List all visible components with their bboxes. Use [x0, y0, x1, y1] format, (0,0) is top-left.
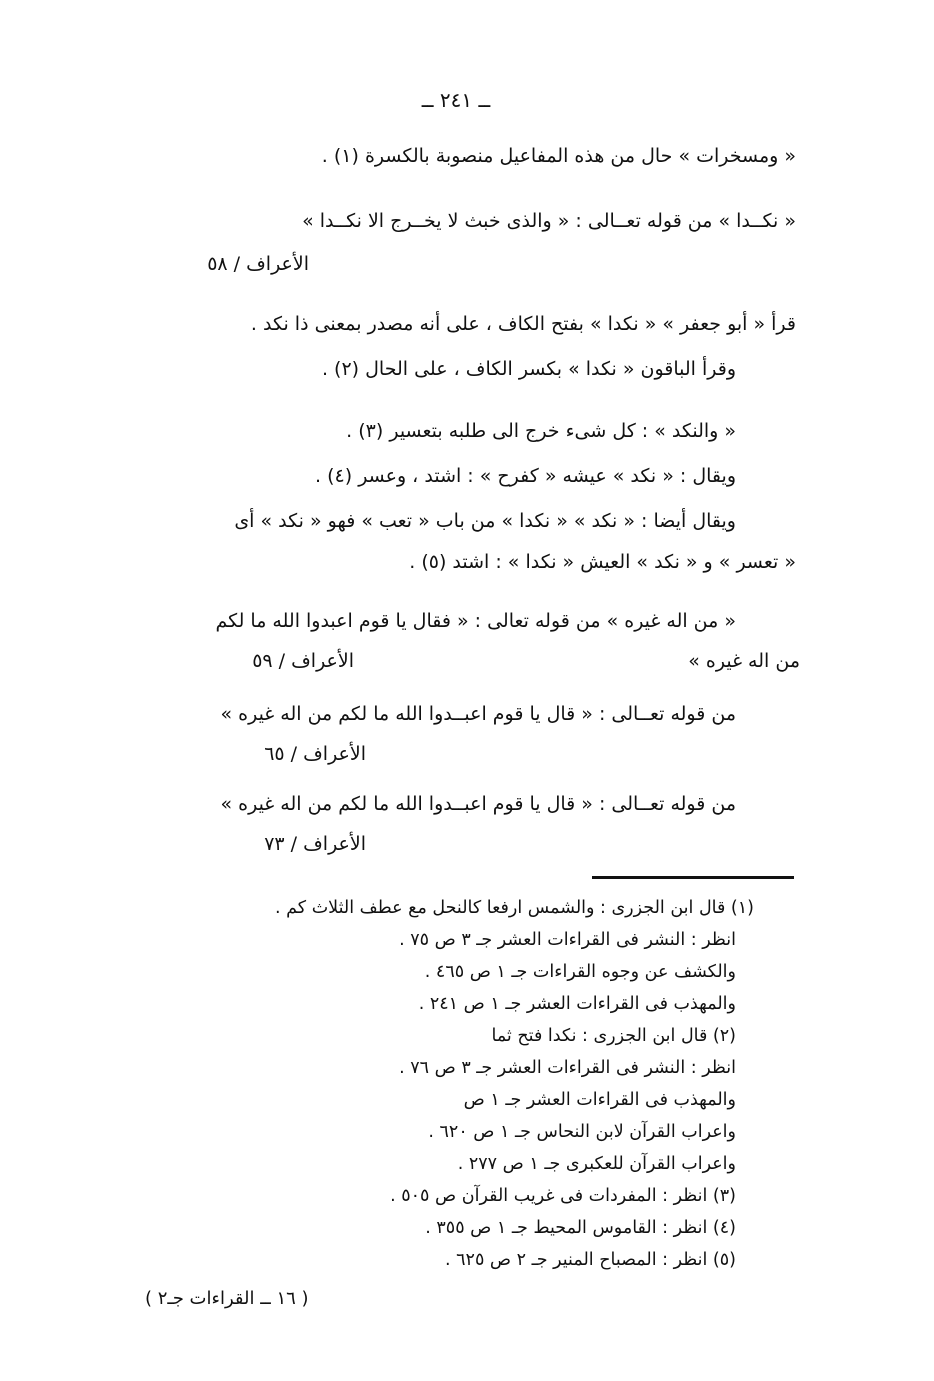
quote-3-reference: الأعراف / ٧٣: [264, 833, 366, 855]
footnote-line: (٤) انظر : القاموس المحيط جـ ١ ص ٣٥٥ .: [425, 1218, 736, 1238]
ilah-reference: الأعراف / ٥٩: [252, 650, 354, 672]
footnote-line: (٢) قال ابن الجزرى : نكدا فتح ثما: [491, 1026, 736, 1046]
ilah-continuation: من اله غيره »: [688, 650, 800, 672]
quote-2: من قوله تعــالى : « قال يا قوم اعبــدوا الله ما لكم من اله غيره »: [220, 703, 736, 725]
ilah-heading: « من اله غيره » من قوله تعالى : « فقال يا قوم اعبدوا الله ما لكم: [215, 610, 736, 632]
footnote-separator: [592, 876, 794, 879]
footnote-line: انظر : النشر فى القراءات العشر جـ ٣ ص ٧٥ .: [399, 930, 736, 950]
footnote-line: (١) قال ابن الجزرى : والشمس ارفعا كالنحل مع عطف الثلاث كم .: [275, 898, 754, 918]
qiraa-line-1: قرأ « أبو جعفر » « نكدا » بفتح الكاف ، على أنه مصدر بمعنى ذا نكد .: [250, 313, 796, 335]
yuqal-line-1: ويقال : « نكد » عيشه « كفرح » : اشتد ، وعسر (٤) .: [315, 465, 736, 487]
footnote-line: والكشف عن وجوه القراءات جـ ١ ص ٤٦٥ .: [424, 962, 736, 982]
nakad-definition: « والنكد » : كل شىء خرج الى طلبه بتعسير (٣) .: [346, 420, 736, 442]
page-footer: ( ١٦ ــ القراءات جـ٢ ): [145, 1288, 309, 1309]
nakidan-heading: « نكــدا » من قوله تعــالى : « والذى خبث لا يخــرج الا نكــدا »: [302, 210, 796, 232]
yuqal-line-3: « تعسر » و « نكد » العيش « نكدا » : اشتد (٥) .: [409, 551, 796, 573]
page-number: ــ ٢٤١ ــ: [421, 88, 491, 112]
yuqal-line-2: ويقال أيضا : « نكد » « نكدا » من باب « تعب » فهو « نكد » أى: [234, 510, 736, 532]
nakidan-reference: الأعراف / ٥٨: [207, 253, 309, 275]
footnote-line: انظر : النشر فى القراءات العشر جـ ٣ ص ٧٦ .: [399, 1058, 736, 1078]
footnote-line: والمهذب فى القراءات العشر جـ ١ ص: [463, 1090, 736, 1110]
footnote-line: واعراب القرآن للعكبرى جـ ١ ص ٢٧٧ .: [457, 1154, 736, 1174]
quote-3: من قوله تعــالى : « قال يا قوم اعبــدوا الله ما لكم من اله غيره »: [220, 793, 736, 815]
body-line-1: « ومسخرات » حال من هذه المفاعيل منصوبة بالكسرة (١) .: [321, 145, 796, 167]
footnote-line: (٣) انظر : المفردات فى غريب القرآن ص ٥٠٥ .: [390, 1186, 736, 1206]
footnote-line: واعراب القرآن لابن النحاس جـ ١ ص ٦٢٠ .: [428, 1122, 736, 1142]
footnote-line: (٥) انظر : المصباح المنير جـ ٢ ص ٦٢٥ .: [445, 1250, 736, 1270]
footnote-line: والمهذب فى القراءات العشر جـ ١ ص ٢٤١ .: [418, 994, 736, 1014]
qiraa-line-2: وقرأ الباقون « نكدا » بكسر الكاف ، على الحال (٢) .: [321, 358, 736, 380]
quote-2-reference: الأعراف / ٦٥: [264, 743, 366, 765]
